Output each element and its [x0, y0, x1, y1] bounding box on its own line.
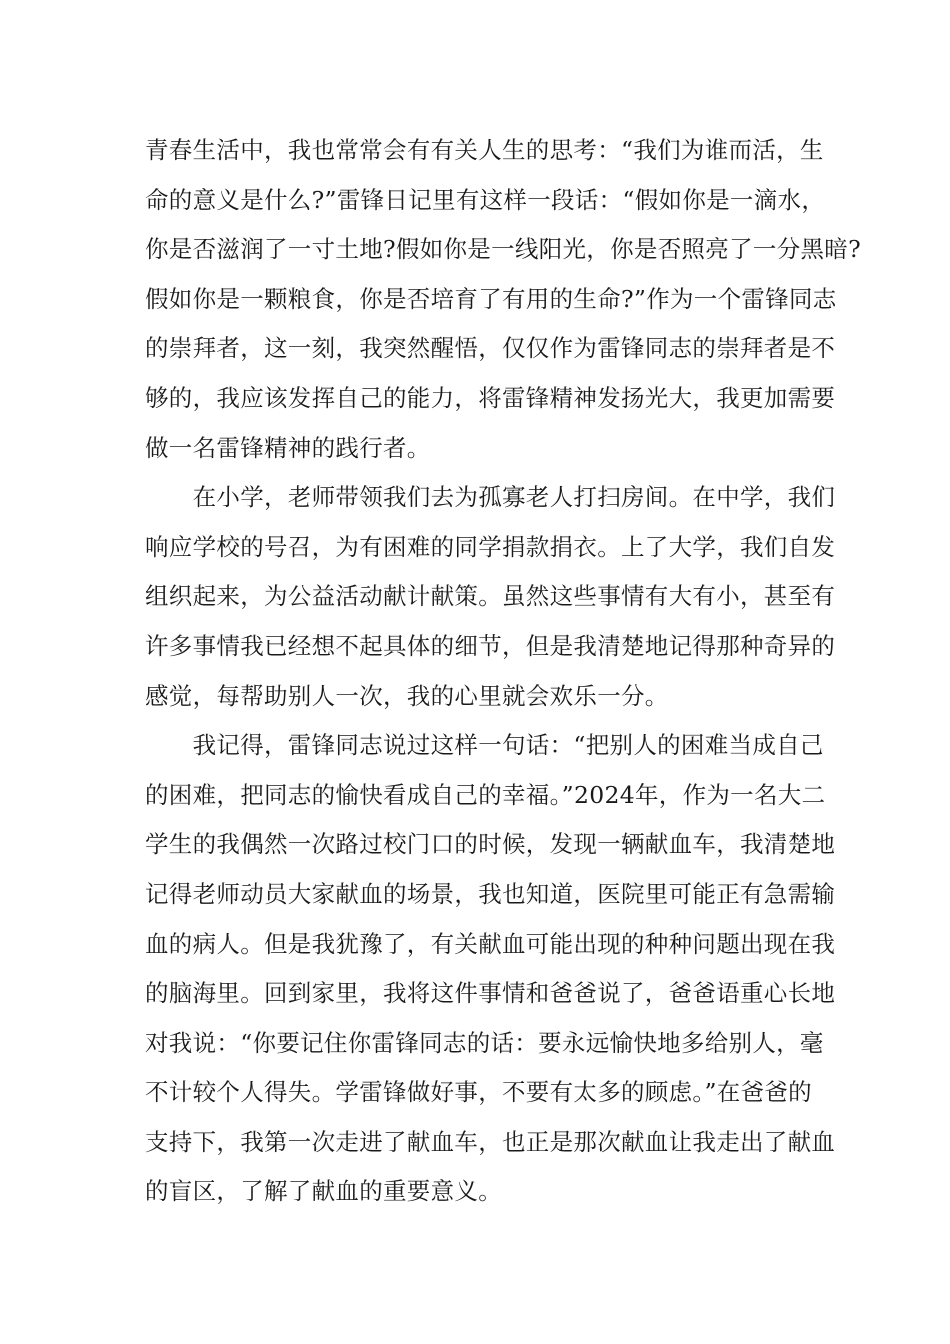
- text-line: 的崇拜者，这一刻，我突然醒悟，仅仅作为雷锋同志的崇拜者是不: [145, 334, 836, 363]
- text-line: 学生的我偶然一次路过校门口的时候，发现一辆献血车，我清楚地: [145, 830, 836, 859]
- text-line: 做一名雷锋精神的践行者。: [145, 433, 431, 462]
- text-line: 感觉，每帮助别人一次，我的心里就会欢乐一分。: [145, 681, 669, 710]
- text-line: 假如你是一颗粮食，你是否培育了有用的生命?”作为一个雷锋同志: [145, 284, 837, 313]
- text-line: 命的意义是什么?”雷锋日记里有这样一段话：“假如你是一滴水，: [145, 185, 826, 214]
- text-line: 组织起来，为公益活动献计献策。虽然这些事情有大有小，甚至有: [145, 582, 836, 611]
- text-line: 响应学校的号召，为有困难的同学捐款捐衣。上了大学，我们自发: [145, 532, 836, 561]
- text-line: 的脑海里。回到家里，我将这件事情和爸爸说了，爸爸语重心长地: [145, 979, 836, 1008]
- text-line: 青春生活中，我也常常会有有关人生的思考：“我们为谁而活，生: [145, 136, 824, 164]
- text-line: 够的，我应该发挥自己的能力，将雷锋精神发扬光大，我更加需要: [145, 383, 836, 412]
- text-line: 不计较个人得失。学雷锋做好事，不要有太多的顾虑。”在爸爸的: [145, 1078, 812, 1107]
- text-line: 的困难，把同志的愉快看成自己的幸福。”2024年，作为一名大二: [145, 780, 826, 809]
- text-line: 我记得，雷锋同志说过这样一句话：“把别人的困难当成自己: [145, 731, 824, 760]
- text-line: 支持下，我第一次走进了献血车，也正是那次献血让我走出了献血: [145, 1127, 836, 1156]
- text-line: 记得老师动员大家献血的场景，我也知道，医院里可能正有急需输: [145, 879, 836, 908]
- text-line: 在小学，老师带领我们去为孤寡老人打扫房间。在中学，我们: [145, 483, 836, 512]
- text-line: 许多事情我已经想不起具体的细节，但是我清楚地记得那种奇异的: [145, 631, 836, 660]
- text-line: 你是否滋润了一寸土地?假如你是一线阳光，你是否照亮了一分黑暗?: [145, 235, 861, 264]
- text-line: 对我说：“你要记住你雷锋同志的话：要永远愉快地多给别人，毫: [145, 1028, 824, 1057]
- text-line: 血的病人。但是我犹豫了，有关献血可能出现的种种问题出现在我: [145, 929, 836, 958]
- text-line: 的盲区，了解了献血的重要意义。: [145, 1177, 502, 1206]
- document-body: [145, 126, 861, 1217]
